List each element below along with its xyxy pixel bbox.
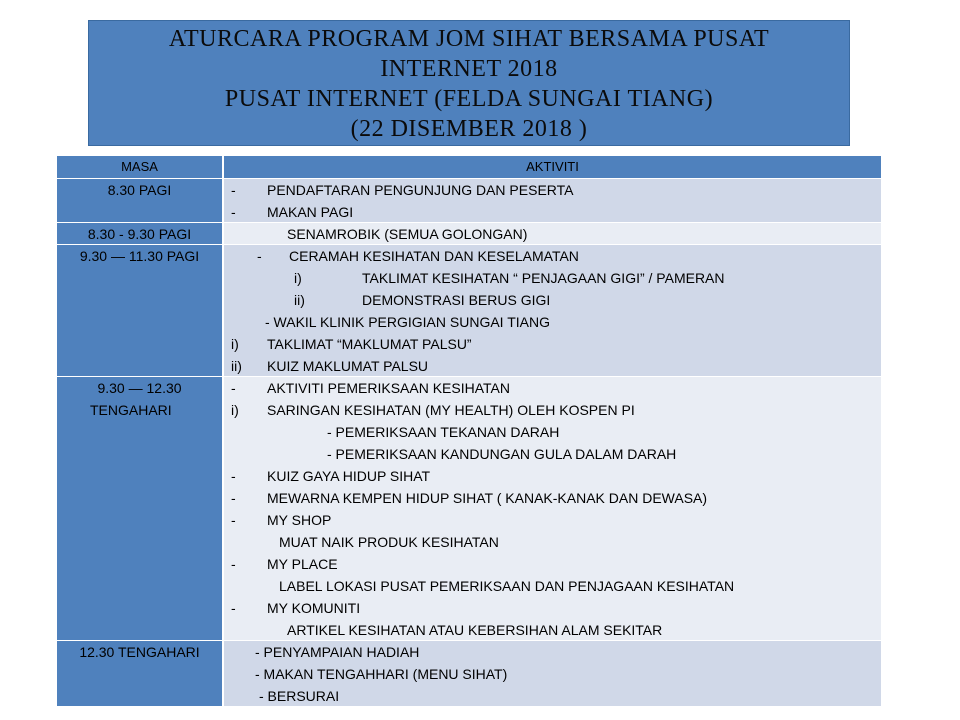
activity-text: TAKLIMAT “MAKLUMAT PALSU” — [267, 336, 472, 352]
bullet: - — [231, 468, 236, 484]
activity-text: KUIZ MAKLUMAT PALSU — [267, 358, 429, 374]
activity-line — [224, 575, 881, 597]
title-line-4: (22 DISEMBER 2018 ) — [350, 116, 588, 142]
activity-line — [224, 487, 881, 509]
activity-text: MUAT NAIK PRODUK KESIHATAN — [279, 534, 499, 550]
row-time — [57, 377, 224, 640]
activity-text: - PEMERIKSAAN TEKANAN DARAH — [327, 424, 560, 440]
activity-text: PENDAFTARAN PENGUNJUNG DAN PESERTA — [267, 182, 574, 198]
bullet: - — [231, 204, 236, 220]
bullet: - — [231, 600, 236, 616]
bullet: - — [231, 380, 236, 396]
time-text: TENGAHARI — [90, 402, 172, 418]
activity-text: DEMONSTRASI BERUS GIGI — [362, 292, 551, 308]
activity-line — [224, 179, 881, 201]
row-activities — [224, 179, 881, 222]
bullet: - — [231, 556, 236, 572]
activity-text: MY KOMUNITI — [267, 600, 361, 616]
activity-line — [224, 553, 881, 575]
table-row — [57, 244, 881, 376]
activity-line — [224, 531, 881, 553]
row-activities — [224, 377, 881, 640]
activity-line — [224, 223, 881, 245]
time-text: 8.30 - 9.30 PAGI — [87, 226, 192, 242]
activity-text: LABEL LOKASI PUSAT PEMERIKSAAN DAN PENJAGAAN KESIHATAN — [279, 578, 735, 594]
activity-line — [224, 333, 881, 355]
sub-number: ii) — [231, 358, 242, 374]
activity-line — [224, 289, 881, 311]
activity-text: SENAMROBIK (SEMUA GOLONGAN) — [287, 226, 528, 242]
activity-line — [224, 509, 881, 531]
sub-number: ii) — [294, 292, 305, 308]
activity-text: KUIZ GAYA HIDUP SIHAT — [267, 468, 431, 484]
header-aktiviti: AKTIVITI — [224, 156, 881, 178]
activity-text: MEWARNA KEMPEN HIDUP SIHAT ( KANAK-KANAK DAN DEWASA) — [267, 490, 708, 506]
sub-number: i) — [231, 402, 239, 418]
title-line-2: INTERNET 2018 — [380, 56, 558, 82]
activity-text: SARINGAN KESIHATAN (MY HEALTH) OLEH KOSPEN PI — [267, 402, 635, 418]
activity-text: MY SHOP — [267, 512, 332, 528]
activity-line — [224, 443, 881, 465]
activity-text: MAKAN PAGI — [267, 204, 354, 220]
row-activities — [224, 245, 881, 376]
row-activities — [224, 223, 881, 244]
activity-line — [224, 399, 881, 421]
table-header-row — [57, 156, 881, 178]
row-time — [57, 641, 224, 706]
activity-line — [224, 619, 881, 641]
activity-line — [224, 465, 881, 487]
bullet: - — [231, 490, 236, 506]
activity-line — [224, 311, 881, 333]
table-row — [57, 178, 881, 222]
activity-text: TAKLIMAT KESIHATAN “ PENJAGAAN GIGI” / PAMERAN — [362, 270, 725, 286]
activity-text: MY PLACE — [267, 556, 338, 572]
bullet: - — [231, 182, 236, 198]
bullet: - — [231, 512, 236, 528]
program-title — [88, 20, 850, 146]
activity-line — [224, 355, 881, 377]
activity-line — [224, 597, 881, 619]
time-text: 9.30 — 11.30 PAGI — [79, 248, 200, 264]
table-row — [57, 222, 881, 244]
bullet: - — [257, 248, 262, 264]
table-row — [57, 640, 881, 706]
activity-text: - BERSURAI — [259, 688, 340, 704]
activity-text: - PEMERIKSAAN KANDUNGAN GULA DALAM DARAH — [327, 446, 677, 462]
time-text: 8.30 PAGI — [107, 182, 172, 198]
row-activities — [224, 641, 881, 706]
row-time — [57, 245, 224, 376]
time-text: 12.30 TENGAHARI — [79, 644, 200, 660]
sub-number: i) — [231, 336, 239, 352]
sub-number: i) — [294, 270, 302, 286]
activity-line — [224, 641, 881, 663]
activity-text: CERAMAH KESIHATAN DAN KESELAMATAN — [289, 248, 579, 264]
activity-text: - MAKAN TENGAHHARI (MENU SIHAT) — [255, 666, 508, 682]
time-text: 9.30 — 12.30 — [97, 380, 182, 396]
activity-text: - WAKIL KLINIK PERGIGIAN SUNGAI TIANG — [265, 314, 550, 330]
row-time — [57, 223, 224, 244]
activity-line — [224, 201, 881, 223]
activity-line — [224, 377, 881, 399]
activity-text: - PENYAMPAIAN HADIAH — [255, 644, 420, 660]
activity-line — [224, 421, 881, 443]
row-time — [57, 179, 224, 222]
activity-line — [224, 663, 881, 685]
title-line-3: PUSAT INTERNET (FELDA SUNGAI TIANG) — [224, 86, 714, 112]
activity-line — [224, 685, 881, 707]
schedule-table — [57, 156, 881, 706]
activity-text: AKTIVITI PEMERIKSAAN KESIHATAN — [267, 380, 510, 396]
header-masa: MASA — [57, 156, 224, 178]
activity-text: ARTIKEL KESIHATAN ATAU KEBERSIHAN ALAM SEKITAR — [287, 622, 663, 638]
title-line-1: ATURCARA PROGRAM JOM SIHAT BERSAMA PUSAT — [168, 26, 770, 52]
activity-line — [224, 267, 881, 289]
activity-line — [224, 245, 881, 267]
table-row — [57, 376, 881, 640]
